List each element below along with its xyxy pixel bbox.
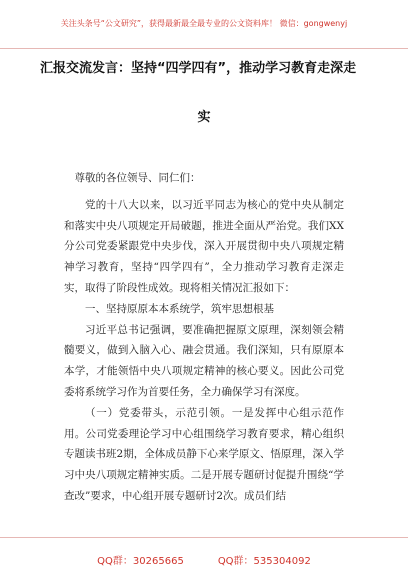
document-title: 汇报交流发言：坚持“四学四有”，推动学习教育走深走 <box>40 61 357 76</box>
page-footer <box>0 537 408 580</box>
document-title-continuation: 实 <box>197 110 211 125</box>
document-body <box>64 168 344 507</box>
footer-qq-group-2: QQ群：535304092 <box>217 555 311 567</box>
paragraph: 习近平总书记强调，要准确把握原文原理，深刻领会精髓要义，做到入脑入心、融会贯通。我们深知，只有原原本本学，才能领悟中央八项规定精神的核心要义。因此公司党委将系统学习作为首要任务，全力确保学习有深度。 <box>64 323 344 398</box>
salutation: 尊敬的各位领导、同仁们： <box>74 172 201 184</box>
footer-qq-group-1: QQ群：30265665 <box>97 555 184 567</box>
paragraph-intro: 党的十八大以来，以习近平同志为核心的党中央从制定和落实中央八项规定开局破题，推进全面从严治党。我们XX分公司党委紧跟党中央步伐，深入开展贯彻中央八项规定精神学习教育，坚持“四学四有”，全力推动学习教育走深走实，取得了阶段性成效。现将相关情况汇报如下： <box>64 198 344 294</box>
paragraph: （一）党委带头，示范引领。一是发挥中心组示范作用。公司党委理论学习中心组围绕学习教育要求，精心组织专题读书班2期，全体成员静下心来学原文、悟原理，深入学习中央八项规定精神实质。二是开展专题研讨促提升围绕“学查改”要求，中心组开展专题研讨2次。成员们结 <box>64 406 344 502</box>
section-heading: 一、坚持原原本本系统学，筑牢思想根基 <box>85 302 274 315</box>
page-header-banner <box>0 0 408 49</box>
header-text: 关注头条号“公文研究”，获得最新最全最专业的公文资料库！ 微信：gongwenyj <box>60 19 348 28</box>
